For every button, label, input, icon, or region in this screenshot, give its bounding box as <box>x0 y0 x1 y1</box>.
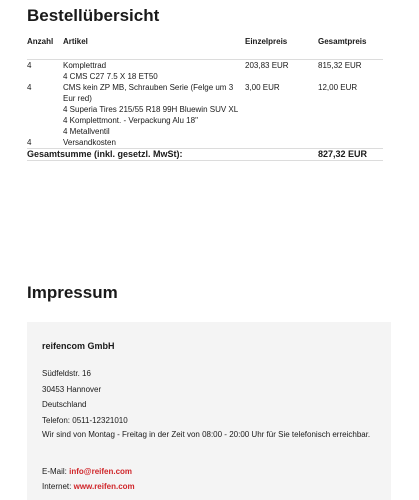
row-total-price <box>318 137 383 149</box>
order-total-row <box>27 149 383 161</box>
header-unit-price: Einzelpreis <box>245 36 318 60</box>
table-row <box>27 60 383 72</box>
row-article: 4 CMS C27 7.5 X 18 ET50 <box>63 72 158 81</box>
row-article: CMS kein ZP MB, Schrauben Serie (Felge um 3 Eur red) <box>63 83 234 103</box>
contact-block <box>42 464 135 494</box>
row-qty <box>27 104 63 115</box>
table-row <box>27 137 383 149</box>
row-qty <box>27 115 63 126</box>
header-total-price: Gesamtpreis <box>318 36 383 60</box>
imprint-box <box>27 322 391 500</box>
row-unit-price <box>245 71 318 82</box>
table-row <box>27 71 383 82</box>
table-row <box>27 115 383 126</box>
order-header-row <box>27 36 383 60</box>
phone-number: Telefon: 0511-12321010 <box>42 415 128 425</box>
email-line <box>42 464 135 479</box>
row-unit-price <box>245 104 318 115</box>
row-unit-price <box>245 137 318 149</box>
row-qty: 4 <box>27 61 32 70</box>
email-label: E-Mail: <box>42 467 67 476</box>
row-total-price <box>318 71 383 82</box>
row-article: 4 Superia Tires 215/55 R18 99H Bluewin SUV XL <box>63 105 239 114</box>
email-link[interactable]: info@reifen.com <box>69 467 133 476</box>
row-unit-price <box>245 115 318 126</box>
row-article: 4 Komplettmont. - Verpackung Alu 18" <box>63 116 198 125</box>
order-title: Bestellübersicht <box>27 6 160 25</box>
row-qty: 4 <box>27 137 63 149</box>
web-label: Internet: <box>42 482 72 491</box>
row-total-price: 815,32 EUR <box>318 61 362 70</box>
row-total-price <box>318 104 383 115</box>
row-article: Versandkosten <box>63 137 245 149</box>
row-unit-price: 203,83 EUR <box>245 61 289 70</box>
address-city: 30453 Hannover <box>42 384 102 394</box>
row-unit-price: 3,00 EUR <box>245 83 280 92</box>
order-total-label: Gesamtsumme (inkl. gesetzl. MwSt): <box>27 149 318 161</box>
row-article: Komplettrad <box>63 61 107 70</box>
row-total-price <box>318 126 383 137</box>
address-block <box>42 366 372 442</box>
company-name: reifencom GmbH <box>42 341 115 351</box>
row-unit-price <box>245 126 318 137</box>
row-total-price: 12,00 EUR <box>318 83 358 92</box>
web-line <box>42 479 135 494</box>
row-qty <box>27 71 63 82</box>
header-article: Artikel <box>63 36 245 60</box>
web-link[interactable]: www.reifen.com <box>73 482 135 491</box>
table-row <box>27 82 383 104</box>
header-qty: Anzahl <box>27 36 63 60</box>
row-qty: 4 <box>27 83 32 92</box>
row-total-price <box>318 115 383 126</box>
imprint-title: Impressum <box>27 283 118 302</box>
table-row <box>27 104 383 115</box>
order-total-value: 827,32 EUR <box>318 149 383 161</box>
opening-hours: Wir sind von Montag - Freitag in der Zeit von 08:00 - 20:00 Uhr für Sie telefonisch erreichbar. <box>42 430 371 439</box>
row-qty <box>27 126 63 137</box>
row-article: 4 Metallventil <box>63 127 110 136</box>
table-row <box>27 126 383 137</box>
address-country: Deutschland <box>42 400 87 409</box>
address-street: Südfeldstr. 16 <box>42 369 91 378</box>
order-table <box>27 36 383 161</box>
